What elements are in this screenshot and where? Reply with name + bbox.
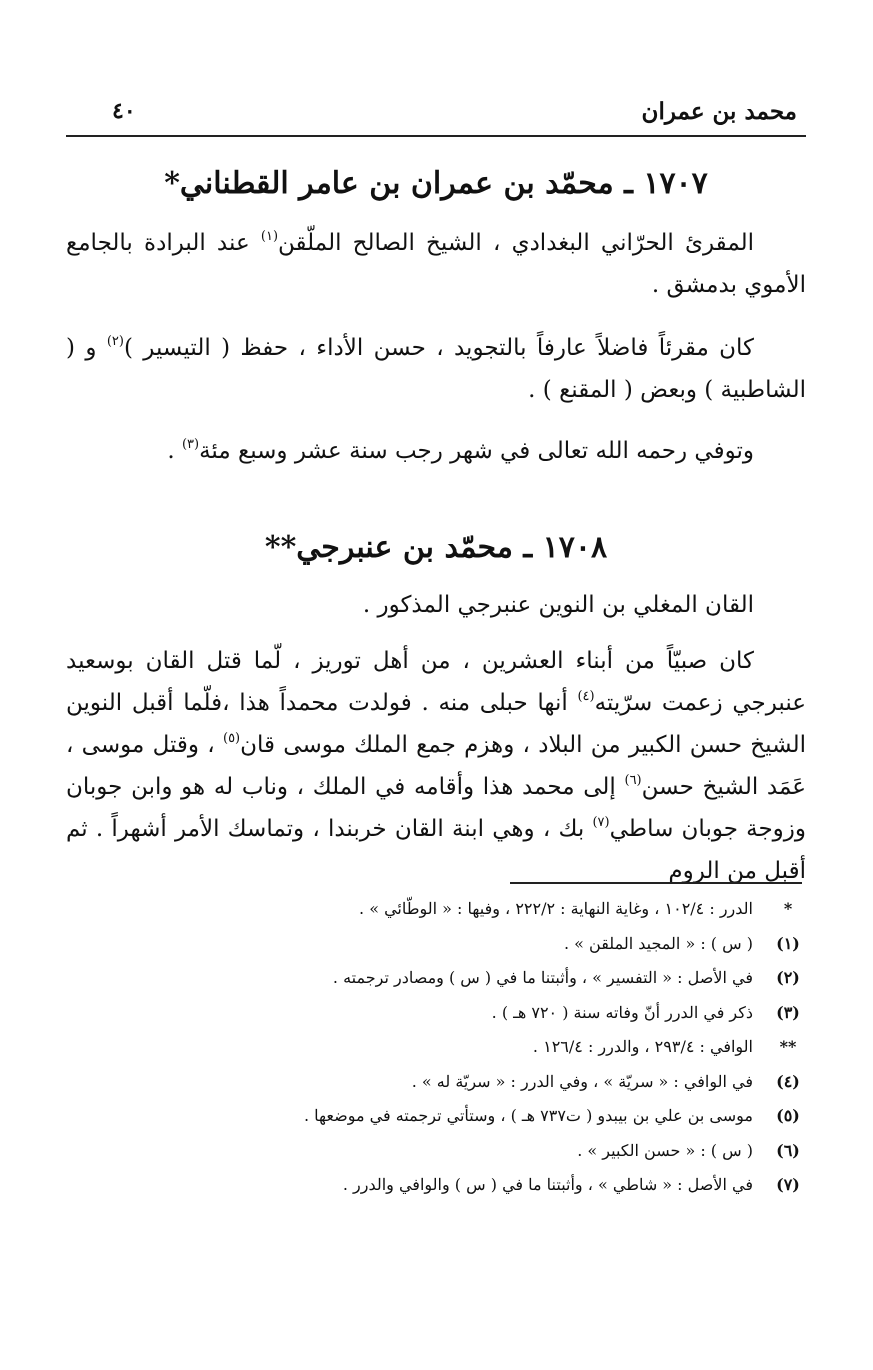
- footnote-ref-1[interactable]: (١): [260, 229, 279, 244]
- header-rule: [66, 135, 806, 137]
- page-number: ٤٠: [112, 98, 136, 124]
- footnote-ref-5[interactable]: (٥): [222, 731, 241, 746]
- running-title: محمد بن عمران: [641, 98, 797, 125]
- text-run: أنها حبلى منه . فولدت محمداً هذا ،فلّما أقبل النوين الشيخ حسن الكبير من البلاد ، وهزم جمع الملك موسى قان: [66, 690, 807, 758]
- entry-1707-heading: ١٧٠٧ ـ محمّد بن عمران بن عامر القطناني*: [164, 166, 708, 201]
- entry-1707-paragraph-1: [66, 222, 806, 306]
- footnote-ref-2[interactable]: (٢): [106, 334, 124, 349]
- footnote: [66, 929, 808, 964]
- footnote: [66, 1136, 808, 1171]
- footnote: [66, 1032, 808, 1067]
- footnote-marker: (٤): [776, 1071, 800, 1091]
- entry-1707-paragraph-2: [66, 327, 806, 411]
- footnote-marker: **: [779, 1037, 797, 1056]
- footnote-text: موسى بن علي بن بيبدو ( ت٧٣٧ هـ ) ، وستأتي ترجمته في موضعها .: [304, 1106, 753, 1125]
- footnote: [66, 998, 808, 1033]
- entry-1708-paragraph-2: [66, 640, 806, 892]
- footnote-text: ذكر في الدرر أنّ وفاته سنة ( ٧٢٠ هـ ) .: [491, 1002, 753, 1022]
- text-run: إلى محمد هذا وأقامه في الملك ، وناب له هو وابن جوبان وزوجة جوبان ساطي: [66, 774, 807, 842]
- entry-1708-heading: ١٧٠٨ ـ محمّد بن عنبرجي**: [264, 530, 608, 565]
- text-run: .: [167, 438, 175, 464]
- footnote-text: الوافي : ٢٩٣/٤ ، والدرر : ١٢٦/٤ .: [532, 1037, 753, 1056]
- footnote: [66, 1101, 808, 1136]
- footnote-text: في الأصل : « التفسير » ، وأثبتنا ما في ( س ) ومصادر ترجمته .: [332, 968, 753, 987]
- footnote-text: ( س ) : « حسن الكبير » .: [577, 1140, 753, 1160]
- text-run: بك ، وهي ابنة القان خربندا ، وتماسك الأمر أشهراً . ثم أقبل من الروم: [66, 816, 806, 884]
- footnote-ref-6[interactable]: (٦): [624, 773, 642, 788]
- text-run: كان مقرئاً فاضلاً عارفاً بالتجويد ، حسن الأداء ، حفظ ( التيسير ): [123, 335, 754, 361]
- text-run: ، وقتل موسى ، عَمَد الشيخ حسن: [66, 732, 807, 800]
- footnote-rule: [510, 882, 802, 884]
- entry-1707-paragraph-3: [66, 430, 806, 472]
- text-run: المقرئ الحرّاني البغدادي ، الشيخ الصالح الملّقن: [278, 230, 755, 256]
- footnote-marker: (٣): [776, 1002, 800, 1022]
- footnote: [66, 894, 808, 929]
- footnote: [66, 1067, 808, 1102]
- footnote-ref-7[interactable]: (٧): [592, 815, 610, 830]
- entry-1708-paragraph-1: القان المغلي بن النوين عنبرجي المذكور .: [362, 592, 754, 618]
- footnote-marker: (٢): [776, 968, 800, 987]
- footnote: [66, 963, 808, 998]
- footnote-text: الدرر : ١٠٢/٤ ، وغاية النهاية : ٢٢٢/٢ ، وفيها : « الوطّائي » .: [359, 899, 753, 918]
- footnotes-list: [66, 894, 808, 1205]
- running-header: [66, 98, 807, 132]
- footnote-ref-3[interactable]: (٣): [181, 437, 200, 452]
- footnote-text: ( س ) : « المجيد الملقن » .: [563, 933, 753, 953]
- footnote-marker: (٧): [776, 1175, 800, 1194]
- footnote-marker: (٦): [776, 1140, 800, 1160]
- text-run: وتوفي رحمه الله تعالى في شهر رجب سنة عشر وسبع مئة: [199, 438, 754, 464]
- footnote-marker: (٥): [776, 1106, 800, 1125]
- text-run: و ( الشاطبية ) وبعض ( المقنع ) .: [66, 335, 806, 403]
- footnote-ref-4[interactable]: (٤): [577, 689, 595, 704]
- text-run: كان صبيّاً من أبناء العشرين ، من أهل توريز ، لّما قتل القان بوسعيد عنبرجي زعمت سرّيته: [66, 648, 806, 716]
- footnote-marker: *: [783, 899, 793, 918]
- text-run: عند البرادة بالجامع الأموي بدمشق .: [66, 230, 806, 298]
- footnote-marker: (١): [776, 933, 800, 953]
- footnote-text: في الوافي : « سريّة » ، وفي الدرر : « سريّة له » .: [411, 1071, 753, 1091]
- footnote-text: في الأصل : « شاطي » ، وأثبتنا ما في ( س ) والوافي والدرر .: [342, 1175, 753, 1194]
- footnote: [66, 1170, 808, 1205]
